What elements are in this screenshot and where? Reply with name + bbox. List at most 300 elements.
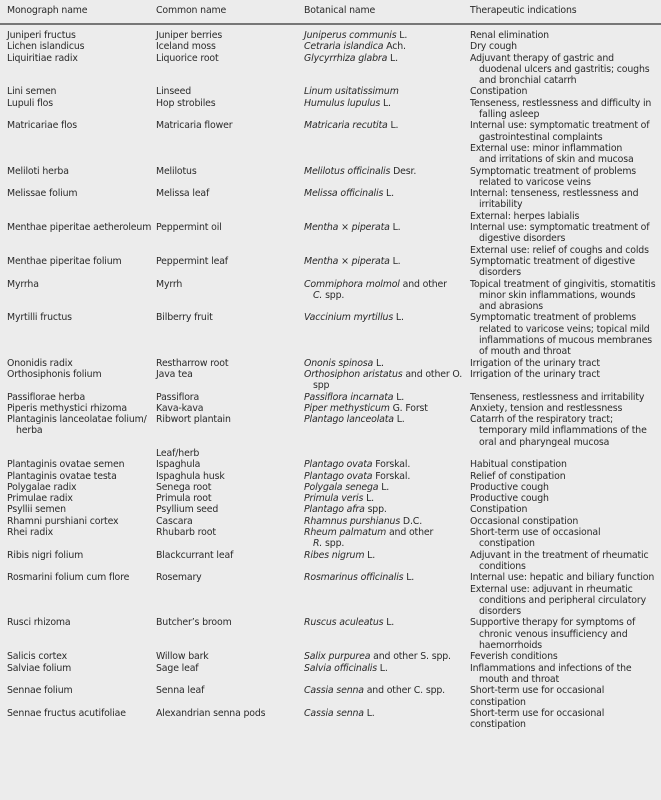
monograph-name: Sennae folium (7, 685, 73, 697)
table-row (0, 685, 661, 708)
indication-line: Internal use: hepatic and biliary function (470, 572, 655, 584)
common-name-cell (156, 482, 304, 493)
botanical-name (304, 403, 470, 414)
therapeutic-indications-cell (470, 527, 661, 550)
monograph-name: Plantaginis ovatae semen (7, 459, 125, 471)
monograph-name-cell (0, 312, 156, 357)
botanical-name (304, 651, 470, 662)
indication-line: Topical treatment of gingivitis, stomatitis (470, 278, 656, 290)
botanical-species: Melissa officinalis (304, 188, 384, 200)
common-name: Butcher’s broom (156, 617, 232, 629)
common-name: Psyllium seed (156, 504, 219, 516)
botanical-authority: L. (376, 662, 388, 674)
table-row (0, 708, 661, 731)
botanical-species: Mentha × piperata (304, 222, 390, 234)
indication-line: Internal use: symptomatic treatment of (470, 120, 650, 132)
botanical-species: Polygala senega (304, 481, 379, 493)
indication-line (470, 448, 661, 459)
indication-line: of mouth and throat (479, 346, 571, 358)
botanical-species: Vaccinium myrtillus (304, 312, 394, 324)
botanical-species: Cassia senna (304, 685, 364, 697)
botanical-species: Salix purpurea (304, 651, 371, 663)
common-name-cell (156, 41, 304, 52)
indication-line: irritability (479, 199, 523, 211)
botanical-name-cell (304, 493, 470, 504)
table-row (0, 516, 661, 527)
botanical-authority: and other S. spp. (370, 651, 451, 663)
botanical-authority: L. (393, 391, 405, 403)
common-name-cell (156, 358, 304, 369)
monograph-name-cell (0, 86, 156, 97)
common-name: Ribwort plantain (156, 414, 231, 426)
botanical-species: Rosmarinus officinalis (304, 572, 404, 584)
table-row (0, 41, 661, 52)
indication-line: related to varicose veins; topical mild (479, 323, 650, 335)
indication-line: Symptomatic treatment of digestive (470, 255, 635, 267)
botanical-name-cell (304, 358, 470, 369)
indication-line: Short-term use of occasional (470, 527, 601, 539)
botanical-name-cell (304, 708, 470, 731)
indication-line: Anxiety, tension and restlessness (470, 402, 623, 414)
botanical-authority: spp. (364, 504, 387, 516)
indication-line: Short-term use for occasional constipation (470, 707, 605, 731)
botanical-authority: L. (378, 481, 390, 493)
botanical-name (304, 516, 470, 527)
monograph-name: Myrtilli fructus (7, 312, 72, 324)
botanical-species: Rheum palmatum (304, 527, 387, 539)
botanical-name (304, 392, 470, 403)
botanical-species: Piper methysticum (304, 402, 390, 414)
botanical-authority: Forskal. (372, 459, 411, 471)
botanical-name (304, 708, 470, 719)
common-name: Rosemary (156, 572, 202, 584)
indication-line: Constipation (470, 86, 528, 98)
indication-line: mouth and throat (479, 673, 560, 685)
table-body (0, 24, 661, 730)
monograph-name: Polygalae radix (7, 481, 77, 493)
botanical-name-cell (304, 166, 470, 189)
botanical-name (304, 414, 470, 425)
monograph-name-cell (0, 685, 156, 708)
table-row (0, 312, 661, 357)
common-name-cell (156, 471, 304, 482)
botanical-name-cell (304, 572, 470, 617)
botanical-spp: spp (313, 380, 330, 392)
monograph-name: Myrrha (7, 278, 39, 290)
therapeutic-indications-cell (470, 482, 661, 493)
botanical-genus-abbrev: R. (313, 538, 323, 550)
botanical-name-cell (304, 41, 470, 52)
therapeutic-indications-cell (470, 256, 661, 279)
monograph-name: Rosmarini folium cum flore (7, 572, 130, 584)
common-name-cell (156, 493, 304, 504)
common-name: Senna leaf (156, 685, 205, 697)
table-row (0, 369, 661, 392)
common-name: Iceland moss (156, 41, 216, 53)
botanical-authority: Forskal. (372, 470, 411, 482)
therapeutic-indications-cell (470, 120, 661, 165)
monograph-name-cell (0, 527, 156, 550)
header-botanical-name: Botanical name (304, 0, 470, 24)
botanical-authority: L. (387, 120, 399, 132)
table-header-row (0, 0, 661, 24)
botanical-species: Melilotus officinalis (304, 165, 391, 177)
common-name-cell (156, 527, 304, 550)
botanical-authority: L. (396, 30, 408, 41)
botanical-name-cell (304, 53, 470, 87)
monograph-name: Primulae radix (7, 493, 73, 505)
botanical-spp: spp. (322, 538, 345, 550)
table-row (0, 392, 661, 403)
indication-line: digestive disorders (479, 233, 566, 245)
spacer (156, 425, 304, 436)
botanical-name (304, 369, 470, 380)
indication-line: and bronchial catarrh (479, 75, 577, 87)
common-name-cell (156, 24, 304, 41)
indication-line: falling asleep (479, 109, 540, 121)
indication-line: and irritations of skin and mucosa (479, 154, 634, 166)
indication-line: Internal: tenseness, restlessness and (470, 188, 639, 200)
botanical-name-cell (304, 663, 470, 686)
table-row (0, 572, 661, 617)
botanical-name-cell (304, 550, 470, 573)
monograph-name-cell (0, 471, 156, 482)
table-row (0, 550, 661, 573)
monograph-name: Salviae folium (7, 662, 72, 674)
monograph-name: Menthae piperitae aetheroleum (7, 222, 152, 234)
table-row (0, 504, 661, 515)
botanical-genus-abbrev: C. (313, 289, 323, 301)
botanical-name (304, 358, 470, 369)
common-name: Primula root (156, 493, 212, 505)
monograph-name: Ononidis radix (7, 357, 73, 369)
common-name: Bilberry fruit (156, 312, 213, 324)
botanical-name (304, 527, 470, 538)
monograph-name-cell (0, 41, 156, 52)
botanical-authority: L. (393, 414, 405, 426)
common-name-cell (156, 369, 304, 392)
table-row (0, 166, 661, 189)
therapeutic-indications-cell (470, 358, 661, 369)
monograph-name: Liquiritiae radix (7, 52, 78, 64)
botanical-authority: L. (389, 255, 401, 267)
botanical-species: Passiflora incarnata (304, 391, 394, 403)
botanical-name-cell (304, 471, 470, 482)
botanical-authority: L. (363, 707, 375, 719)
therapeutic-indications-cell (470, 617, 661, 651)
botanical-authority: G. Forst (389, 402, 428, 414)
monograph-name: Lini semen (7, 86, 57, 98)
botanical-name-cell (304, 188, 470, 222)
therapeutic-indications-cell (470, 685, 661, 708)
therapeutic-indications-cell (470, 403, 661, 414)
botanical-name (304, 166, 470, 177)
common-name: Myrrh (156, 278, 183, 290)
botanical-name-cell (304, 98, 470, 121)
therapeutic-indications-cell (470, 516, 661, 527)
table-row (0, 98, 661, 121)
common-name-cell (156, 188, 304, 222)
botanical-species: Humulus lupulus (304, 97, 381, 109)
indication-line: Constipation (470, 504, 528, 516)
botanical-species: Plantago afra (304, 504, 365, 516)
botanical-authority: L. (373, 357, 384, 369)
table-row (0, 358, 661, 369)
botanical-name (304, 617, 470, 628)
botanical-authority: L. (383, 188, 394, 200)
common-name: Ispaghula husk (156, 470, 225, 482)
monograph-name-cell (0, 256, 156, 279)
monograph-name: Lupuli flos (7, 97, 53, 109)
common-name-cell (156, 572, 304, 617)
monograph-name-cell (0, 516, 156, 527)
monograph-name: Plantaginis ovatae testa (7, 470, 117, 482)
botanical-name (304, 482, 470, 493)
table-row (0, 493, 661, 504)
indication-line: Catarrh of the respiratory tract; (470, 414, 613, 426)
indication-line: Adjuvant in the treatment of rheumatic (470, 549, 649, 561)
common-name-cell (156, 414, 304, 459)
common-name: Passiflora (156, 391, 200, 403)
botanical-spp: spp. (322, 289, 345, 301)
monograph-name-cell (0, 53, 156, 87)
common-name-cell (156, 86, 304, 97)
common-name-cell (156, 392, 304, 403)
indication-line: External use: minor inflammation (470, 142, 623, 154)
common-name: Matricaria flower (156, 120, 233, 132)
botanical-species: Glycyrrhiza glabra (304, 52, 388, 64)
common-name: Hop strobiles (156, 97, 216, 109)
monograph-name-cell (0, 188, 156, 222)
indication-line: Renal elimination (470, 30, 549, 41)
indication-line: oral and pharyngeal mucosa (479, 436, 610, 448)
table-row (0, 527, 661, 550)
botanical-name (304, 459, 470, 470)
common-name-cell (156, 663, 304, 686)
therapeutic-indications-cell (470, 651, 661, 662)
botanical-name (304, 86, 470, 97)
monograph-name-cell (0, 222, 156, 256)
botanical-name (304, 120, 470, 131)
monograph-name: Rhamni purshiani cortex (7, 515, 119, 527)
indication-line: Productive cough (470, 481, 549, 493)
indication-line: Short-term use for occasional constipation (470, 685, 605, 708)
indication-line: conditions (479, 560, 526, 572)
monograph-name: Orthosiphonis folium (7, 368, 102, 380)
indication-line: minor skin inflammations, wounds (479, 289, 636, 301)
header-common-name: Common name (156, 0, 304, 24)
common-name-cell (156, 256, 304, 279)
spacer (156, 437, 304, 448)
monograph-name-cell (0, 24, 156, 41)
indication-line: Tenseness, restlessness and irritability (470, 391, 645, 403)
botanical-species: Plantago ovata (304, 459, 373, 471)
table-row (0, 120, 661, 165)
therapeutic-indications-cell (470, 459, 661, 470)
botanical-species: Cassia senna (304, 707, 364, 719)
common-name-cell (156, 166, 304, 189)
monograph-name-cell (0, 392, 156, 403)
botanical-authority: L. (387, 52, 398, 64)
botanical-name-cell (304, 504, 470, 515)
common-name-cell (156, 279, 304, 313)
botanical-name-cell (304, 24, 470, 41)
botanical-name (304, 279, 470, 290)
monograph-name: Melissae folium (7, 188, 78, 200)
botanical-name-cell (304, 651, 470, 662)
table-row (0, 86, 661, 97)
botanical-name (304, 504, 470, 515)
indication-line: Inflammations and infections of the (470, 662, 632, 674)
common-name: Sage leaf (156, 662, 199, 674)
indication-line: inflammations of mucous membranes (479, 335, 653, 347)
therapeutic-indications-cell (470, 392, 661, 403)
therapeutic-indications-cell (470, 708, 661, 731)
monograph-name-cell (0, 358, 156, 369)
monograph-name-cell (0, 414, 156, 459)
botanical-name (304, 30, 470, 41)
table-row (0, 222, 661, 256)
monograph-name: Ribis nigri folium (7, 549, 84, 561)
header-monograph-name: Monograph name (0, 0, 156, 24)
indication-line: Habitual constipation (470, 459, 567, 471)
botanical-name-cell (304, 256, 470, 279)
monograph-name-cell (0, 403, 156, 414)
botanical-species: Ribes nigrum (304, 549, 365, 561)
table-row (0, 663, 661, 686)
botanical-authority: and other (399, 278, 447, 290)
common-name-cell (156, 504, 304, 515)
indication-line: Relief of constipation (470, 470, 566, 482)
table-row (0, 414, 661, 459)
indication-line: Occasional constipation (470, 515, 579, 527)
monograph-name-cell (0, 459, 156, 470)
botanical-name-cell (304, 120, 470, 165)
indication-line: Dry cough (470, 41, 517, 53)
botanical-name-cell (304, 516, 470, 527)
botanical-name-continued (304, 538, 470, 549)
table-row (0, 53, 661, 87)
monograph-name: Salicis cortex (7, 651, 68, 663)
botanical-authority: Desr. (390, 165, 417, 177)
therapeutic-indications-cell (470, 41, 661, 52)
common-name: Melilotus (156, 165, 197, 177)
monograph-name-cell (0, 369, 156, 392)
indication-line (470, 380, 661, 391)
monograph-name-cell (0, 651, 156, 662)
monograph-name-cell (0, 279, 156, 313)
table-row (0, 188, 661, 222)
botanical-name (304, 53, 470, 64)
botanical-name-continued (304, 380, 470, 391)
common-name: Kava-kava (156, 402, 204, 414)
botanical-authority: L. (380, 97, 391, 109)
table-row (0, 279, 661, 313)
table-row (0, 482, 661, 493)
therapeutic-indications-cell (470, 279, 661, 313)
botanical-name (304, 493, 470, 504)
indication-line: Adjuvant therapy of gastric and (470, 52, 614, 64)
common-name: Peppermint leaf (156, 255, 228, 267)
therapeutic-indications-cell (470, 504, 661, 515)
common-name-cell (156, 459, 304, 470)
table-row (0, 651, 661, 662)
common-name: Java tea (156, 368, 193, 380)
monograph-name: Passiflorae herba (7, 391, 86, 403)
therapeutic-indications-cell (470, 24, 661, 41)
monograph-name-cell (0, 617, 156, 651)
common-name-cell (156, 617, 304, 651)
indication-line: Internal use: symptomatic treatment of (470, 222, 650, 234)
common-name-cell (156, 222, 304, 256)
common-name-cell (156, 120, 304, 165)
monograph-name: Piperis methystici rhizoma (7, 402, 127, 414)
botanical-name-cell (304, 403, 470, 414)
table-row (0, 24, 661, 41)
common-name: Blackcurrant leaf (156, 549, 234, 561)
monograph-name-cell (0, 166, 156, 189)
monograph-name: Juniperi fructus (7, 30, 76, 41)
therapeutic-indications-cell (470, 222, 661, 256)
common-name-cell (156, 312, 304, 357)
indication-line: Supportive therapy for symptoms of (470, 617, 636, 629)
botanical-species: Mentha × piperata (304, 255, 390, 267)
indication-line: disorders (479, 267, 521, 279)
indication-line: Productive cough (470, 493, 549, 505)
botanical-authority: and other O. (402, 368, 463, 380)
indication-line: Irrigation of the urinary tract (470, 368, 600, 380)
botanical-name-cell (304, 312, 470, 357)
botanical-species: Cetraria islandica (304, 41, 384, 53)
common-name-cell (156, 708, 304, 731)
botanical-authority: L. (389, 222, 401, 234)
botanical-name-cell (304, 86, 470, 97)
monograph-name-cell (0, 708, 156, 731)
monograph-name-cell (0, 120, 156, 165)
indication-line: Irrigation of the urinary tract (470, 357, 600, 369)
botanical-name (304, 572, 470, 583)
header-therapeutic-indications: Therapeutic indications (470, 0, 661, 24)
botanical-species: Rhamnus purshianus (304, 515, 401, 527)
common-name: Alexandrian senna pods (156, 707, 266, 719)
botanical-name (304, 471, 470, 482)
table-row (0, 471, 661, 482)
botanical-name-cell (304, 527, 470, 550)
therapeutic-indications-cell (470, 414, 661, 459)
indication-line: External use: adjuvant in rheumatic (470, 583, 633, 595)
common-name: Ispaghula (156, 459, 201, 471)
therapeutic-indications-cell (470, 86, 661, 97)
monograph-name: Matricariae flos (7, 120, 77, 132)
botanical-authority: L. (363, 493, 374, 505)
therapeutic-indications-cell (470, 550, 661, 573)
botanical-name (304, 41, 470, 52)
common-name: Cascara (156, 515, 193, 527)
botanical-species: Salvia officinalis (304, 662, 377, 674)
indication-line: haemorrhoids (479, 640, 543, 652)
common-name: Rhubarb root (156, 527, 216, 539)
botanical-name (304, 312, 470, 323)
botanical-name-cell (304, 685, 470, 708)
botanical-authority: L. (383, 617, 395, 629)
monograph-name: Meliloti herba (7, 165, 69, 177)
botanical-name (304, 685, 470, 696)
indication-line: duodenal ulcers and gastritis; coughs (479, 63, 650, 75)
therapeutic-indications-cell (470, 188, 661, 222)
monograph-name-cell (0, 98, 156, 121)
botanical-name-cell (304, 369, 470, 392)
botanical-species: Ruscus aculeatus (304, 617, 384, 629)
